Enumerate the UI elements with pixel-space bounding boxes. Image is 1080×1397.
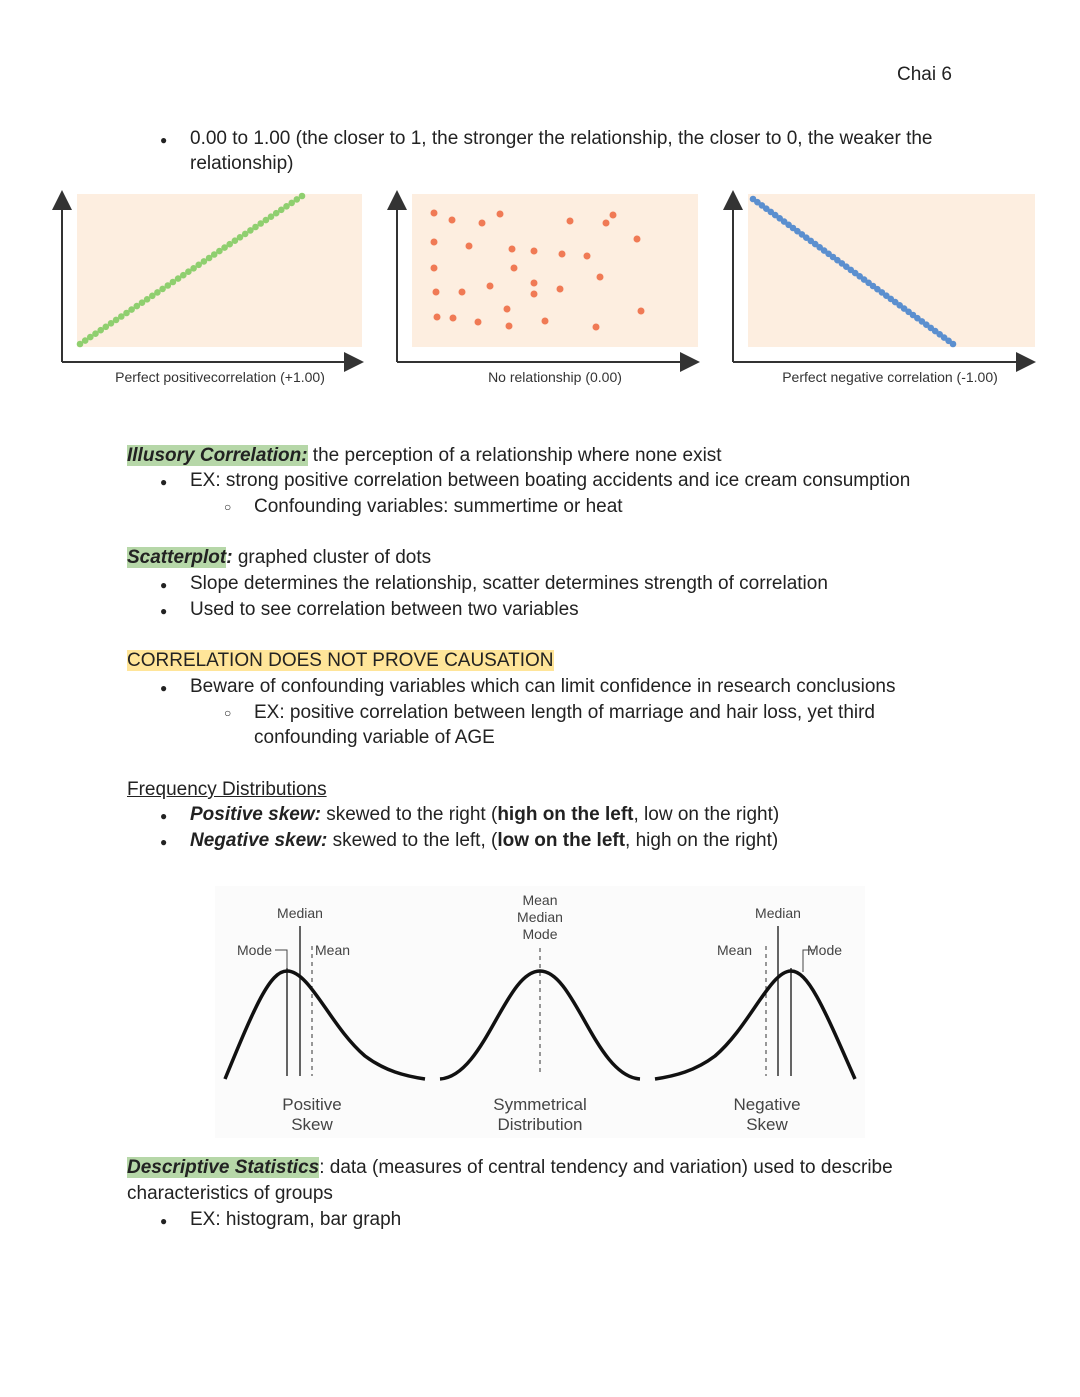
positive-skew-post: , low on the right) <box>633 804 780 825</box>
frequency-heading: Frequency Distributions <box>127 779 327 800</box>
bullet-icon: ● <box>160 475 168 489</box>
negative-skew-bold: low on the left <box>497 830 626 851</box>
bullet-icon: ● <box>160 809 168 823</box>
scatterplot-bullet-1: Slope determines the relationship, scatter determines strength of correlation <box>190 573 828 594</box>
causation-heading-line <box>127 650 554 672</box>
panel-negative-bg <box>748 194 1035 347</box>
bullet-icon: ● <box>160 604 168 618</box>
neg-mean-label: Mean <box>717 942 753 958</box>
bullet-icon: ● <box>160 681 168 695</box>
pos-title-1: Positive <box>282 1095 342 1114</box>
causation-sub-2: confounding variable of AGE <box>254 727 495 748</box>
negative-skew-post: , high on the right) <box>625 830 779 851</box>
pos-mean-label: Mean <box>315 942 351 958</box>
panel-positive-bg <box>77 194 362 347</box>
pos-median-label: Median <box>277 905 323 921</box>
page-label: Chai 6 <box>897 64 952 85</box>
panel-none-bg <box>412 194 698 347</box>
intro-line-1: 0.00 to 1.00 (the closer to 1, the stronger the relationship, the closer to 0, the weaker the <box>190 128 933 149</box>
bullet-icon: ● <box>160 1214 168 1228</box>
illusory-example: EX: strong positive correlation between boating accidents and ice cream consumption <box>190 470 911 491</box>
scatterplot-term: Scatterplot <box>127 547 227 568</box>
descriptive-term: Descriptive Statistics <box>127 1157 320 1178</box>
scatterplot-bullet-2: Used to see correlation between two variables <box>190 599 579 620</box>
descriptive-bullet: EX: histogram, bar graph <box>190 1209 402 1230</box>
scatterplot-definition-line <box>127 547 431 569</box>
descriptive-definition-line <box>127 1157 893 1179</box>
sym-mode-label: Mode <box>522 926 558 942</box>
sym-mean-label: Mean <box>522 892 558 908</box>
bullet-icon: ● <box>160 133 168 147</box>
positive-skew-pre: skewed to the right ( <box>320 804 498 825</box>
scatterplot-colon: : <box>226 547 233 568</box>
intro-line-2: relationship) <box>190 153 294 174</box>
skew-figure <box>215 886 865 1138</box>
illusory-sub: Confounding variables: summertime or heat <box>254 496 623 517</box>
bullet-icon: ● <box>160 578 168 592</box>
correlation-figures <box>50 186 1050 396</box>
sym-median-label: Median <box>517 909 563 925</box>
bullet-icon: ● <box>160 835 168 849</box>
caption-negative: Perfect negative correlation (-1.00) <box>782 369 998 385</box>
positive-skew-term: Positive skew: <box>190 804 321 825</box>
scatterplot-definition: graphed cluster of dots <box>232 547 432 568</box>
negative-dot <box>950 341 957 348</box>
sym-title-1: Symmetrical <box>493 1095 587 1114</box>
negative-skew-term: Negative skew: <box>190 830 328 851</box>
sym-title-2: Distribution <box>497 1115 583 1134</box>
negative-skew-line <box>190 830 778 852</box>
caption-none: No relationship (0.00) <box>488 369 622 385</box>
neg-title-1: Negative <box>733 1095 801 1114</box>
negative-skew-pre: skewed to the left, ( <box>327 830 498 851</box>
sub-bullet-icon: ○ <box>224 500 232 514</box>
positive-skew-line <box>190 804 779 826</box>
descriptive-definition: : data (measures of central tendency and variation) used to describe <box>319 1157 893 1178</box>
descriptive-line-2: characteristics of groups <box>127 1183 333 1204</box>
pos-title-2: Skew <box>291 1115 333 1134</box>
illusory-term: Illusory Correlation: <box>127 445 308 466</box>
positive-skew-bold: high on the left <box>497 804 634 825</box>
pos-mode-label: Mode <box>237 942 273 958</box>
neg-median-label: Median <box>755 905 801 921</box>
neg-title-2: Skew <box>746 1115 788 1134</box>
caption-positive: Perfect positivecorrelation (+1.00) <box>115 369 325 385</box>
sub-bullet-icon: ○ <box>224 706 232 720</box>
positive-dot <box>299 193 306 200</box>
illusory-definition: the perception of a relationship where none exist <box>307 445 722 466</box>
neg-mode-label: Mode <box>807 942 843 958</box>
causation-heading: CORRELATION DOES NOT PROVE CAUSATION <box>127 650 554 671</box>
illusory-definition-line <box>127 445 722 467</box>
causation-bullet: Beware of confounding variables which can limit confidence in research conclusions <box>190 676 896 697</box>
causation-sub-1: EX: positive correlation between length of marriage and hair loss, yet third <box>254 702 875 723</box>
